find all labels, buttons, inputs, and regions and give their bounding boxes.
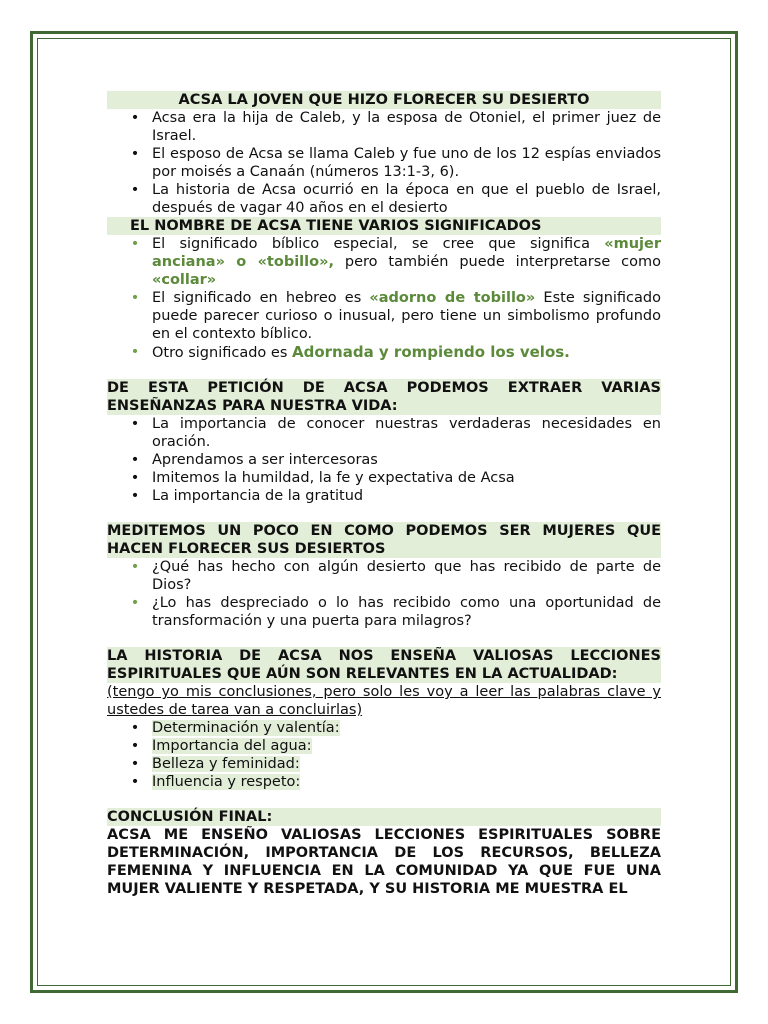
bullet-icon: •	[130, 559, 140, 575]
conclusion-body: ACSA ME ENSEÑO VALIOSAS LECCIONES ESPIRITUALES SOBRE DETERMINACIÓN, IMPORTANCIA DE LOS RECURSOS, BELLEZA FEMENINA Y INFLUENCIA EN LA COMUNIDAD YA QUE FUE UNA MUJER VALIENTE Y RESPETADA, Y SU HISTORIA ME MUESTRA EL	[107, 827, 661, 897]
list-item: • Imitemos la humildad, la fe y expectativa de Acsa	[130, 470, 515, 486]
list-item: • ¿Qué has hecho con algún desierto que has recibido de parte de Dios?	[130, 559, 661, 593]
section-heading-lecciones: LA HISTORIA DE ACSA NOS ENSEÑA VALIOSAS LECCIONES ESPIRITUALES QUE AÚN SON RELEVANTES EN LA ACTUALIDAD:	[107, 648, 661, 682]
section-heading-meditemos: MEDITEMOS UN POCO EN COMO PODEMOS SER MUJERES QUE HACEN FLORECER SUS DESIERTOS	[107, 523, 661, 557]
bullet-icon: •	[130, 290, 140, 306]
bullet-icon: •	[130, 738, 140, 754]
peticion-list	[107, 415, 661, 505]
list-item: • El significado bíblico especial, se cree que significa «mujer anciana» o «tobillo», pero también puede interpretarse como «collar»	[130, 236, 661, 288]
bullet-icon: •	[130, 452, 140, 468]
list-item: • La importancia de la gratitud	[130, 488, 364, 504]
list-item: • Otro significado es Adornada y rompiendo los velos.	[130, 343, 570, 361]
document-title: ACSA LA JOVEN QUE HIZO FLORECER SU DESIERTO	[107, 91, 661, 109]
list-item: • Aprendamos a ser intercesoras	[130, 452, 378, 468]
list-item: • Importancia del agua:	[130, 738, 312, 754]
list-item: • Acsa era la hija de Caleb, y la esposa de Otoniel, el primer juez de Israel.	[130, 110, 661, 144]
list-item: • La historia de Acsa ocurrió en la época en que el pueblo de Israel, después de vagar 40 años en el desierto	[130, 182, 661, 216]
intro-list	[107, 109, 661, 217]
section-heading-peticion: DE ESTA PETICIÓN DE ACSA PODEMOS EXTRAER VARIAS ENSEÑANZAS PARA NUESTRA VIDA:	[107, 380, 661, 414]
list-item: • Belleza y feminidad:	[130, 756, 300, 772]
bullet-icon: •	[130, 774, 140, 790]
bullet-icon: •	[130, 146, 140, 162]
bullet-icon: •	[130, 344, 140, 360]
list-item: • La importancia de conocer nuestras verdaderas necesidades en oración.	[130, 416, 661, 450]
bullet-icon: •	[130, 595, 140, 611]
meditemos-list	[107, 558, 661, 630]
bullet-icon: •	[130, 720, 140, 736]
bullet-icon: •	[130, 110, 140, 126]
section-heading-nombre: EL NOMBRE DE ACSA TIENE VARIOS SIGNIFICADOS	[107, 217, 661, 235]
list-item: • El esposo de Acsa se llama Caleb y fue uno de los 12 espías enviados por moisés a Canaán (números 13:1-3, 6).	[130, 146, 661, 180]
bullet-icon: •	[130, 756, 140, 772]
list-item: • Determinación y valentía:	[130, 720, 340, 736]
lecciones-note: (tengo yo mis conclusiones, pero solo les voy a leer las palabras clave y ustedes de tarea van a concluirlas)	[107, 684, 661, 718]
bullet-icon: •	[130, 182, 140, 198]
bullet-icon: •	[130, 488, 140, 504]
list-item: • Influencia y respeto:	[130, 774, 301, 790]
nombre-list	[107, 235, 661, 362]
lecciones-list	[107, 719, 661, 791]
document-content	[107, 91, 661, 898]
list-item: • ¿Lo has despreciado o lo has recibido como una oportunidad de transformación y una puerta para milagros?	[130, 595, 661, 629]
bullet-icon: •	[130, 236, 140, 252]
list-item: • El significado en hebreo es «adorno de tobillo» Este significado puede parecer curioso o inusual, pero tiene un simbolismo profundo en el contexto bíblico.	[130, 290, 661, 342]
section-heading-conclusion: CONCLUSIÓN FINAL:	[107, 808, 661, 826]
bullet-icon: •	[130, 470, 140, 486]
bullet-icon: •	[130, 416, 140, 432]
